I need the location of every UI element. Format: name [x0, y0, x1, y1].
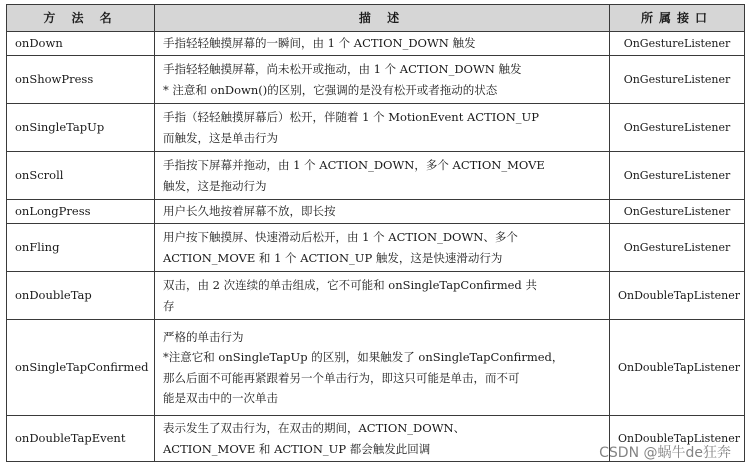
method-name: onDoubleTap — [7, 272, 155, 320]
description-line: 用户按下触摸屏、快速滑动后松开，由 1 个 ACTION_DOWN、多个 — [163, 230, 518, 245]
header-description: 描 述 — [155, 5, 610, 32]
table-row — [7, 320, 745, 416]
description-line: 那么后面不可能再紧跟着另一个单击行为，即这只可能是单击，而不可 — [163, 370, 520, 385]
interface-name: OnGestureListener — [610, 32, 745, 56]
table-row — [7, 32, 745, 56]
interface-name: OnGestureListener — [610, 56, 745, 104]
header-method: 方 法 名 — [7, 5, 155, 32]
method-name: onSingleTapConfirmed — [7, 320, 155, 416]
description-line: 触发，这是拖动行为 — [163, 178, 267, 193]
header-row — [7, 5, 745, 32]
table-row — [7, 224, 745, 272]
method-description — [155, 224, 610, 272]
table-row — [7, 272, 745, 320]
description-line: ACTION_MOVE 和 1 个 ACTION_UP 触发，这是快速滑动行为 — [163, 250, 503, 265]
method-description — [155, 200, 610, 224]
header-interface: 所属接口 — [610, 5, 745, 32]
table-row — [7, 104, 745, 152]
table-row — [7, 56, 745, 104]
description-line: 手指（轻轻触摸屏幕后）松开，伴随着 1 个 MotionEvent ACTION_UP — [163, 110, 539, 125]
method-name: onDown — [7, 32, 155, 56]
description-line: 存 — [163, 298, 175, 313]
description-line: 严格的单击行为 — [163, 330, 244, 345]
description-line: 手指轻轻触摸屏幕的一瞬间，由 1 个 ACTION_DOWN 触发 — [163, 36, 476, 51]
description-line: 双击，由 2 次连续的单击组成，它不可能和 onSingleTapConfirmed 共 — [163, 278, 537, 293]
method-description — [155, 104, 610, 152]
description-line: 能是双击中的一次单击 — [163, 390, 278, 405]
interface-name: OnGestureListener — [610, 200, 745, 224]
interface-name: OnGestureListener — [610, 104, 745, 152]
method-name: onFling — [7, 224, 155, 272]
method-name: onLongPress — [7, 200, 155, 224]
csdn-watermark: CSDN @蜗牛de狂奔 — [599, 445, 731, 461]
method-description — [155, 152, 610, 200]
method-name: onShowPress — [7, 56, 155, 104]
method-name: onDoubleTapEvent — [7, 416, 155, 462]
method-name: onScroll — [7, 152, 155, 200]
method-description — [155, 32, 610, 56]
description-line: * 注意和 onDown()的区别，它强调的是没有松开或者拖动的状态 — [163, 82, 498, 97]
table-row — [7, 152, 745, 200]
method-description — [155, 56, 610, 104]
interface-name: OnDoubleTapListener — [610, 320, 745, 416]
description-line: 用户长久地按着屏幕不放，即长按 — [163, 204, 336, 219]
gesture-methods-table — [6, 4, 745, 462]
description-line: 而触发，这是单击行为 — [163, 130, 278, 145]
description-line: *注意它和 onSingleTapUp 的区别，如果触发了 onSingleTapConfirmed， — [163, 350, 564, 365]
interface-name: OnDoubleTapListener — [610, 272, 745, 320]
method-description — [155, 272, 610, 320]
description-line: ACTION_MOVE 和 ACTION_UP 都会触发此回调 — [163, 441, 431, 456]
table-row — [7, 200, 745, 224]
interface-name: OnDoubleTapListener — [610, 416, 745, 462]
description-line: 手指按下屏幕并拖动，由 1 个 ACTION_DOWN，多个 ACTION_MOVE — [163, 158, 545, 173]
interface-name: OnGestureListener — [610, 224, 745, 272]
interface-name: OnGestureListener — [610, 152, 745, 200]
method-name: onSingleTapUp — [7, 104, 155, 152]
description-line: 表示发生了双击行为，在双击的期间，ACTION_DOWN、 — [163, 421, 466, 436]
method-description — [155, 320, 610, 416]
method-description — [155, 416, 610, 462]
description-line: 手指轻轻触摸屏幕，尚未松开或拖动，由 1 个 ACTION_DOWN 触发 — [163, 62, 522, 77]
